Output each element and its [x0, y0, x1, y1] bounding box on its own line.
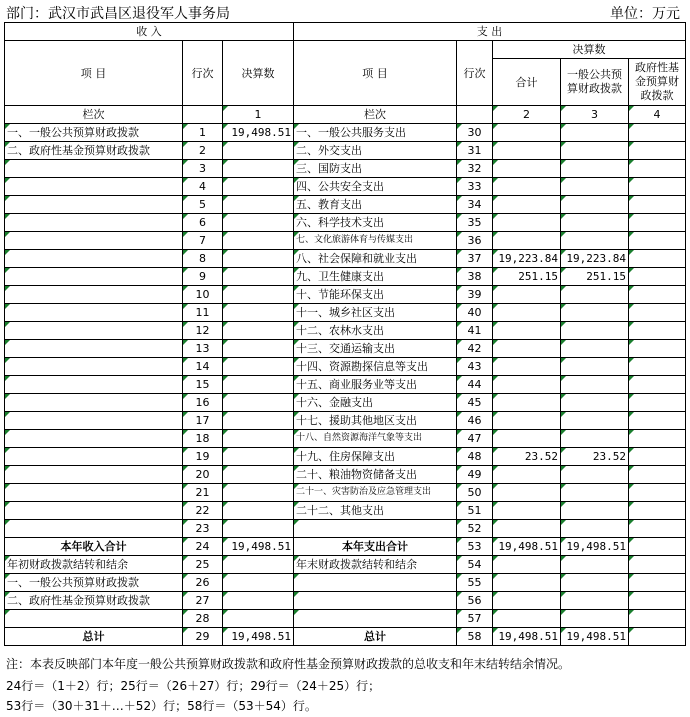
expense-total — [493, 214, 561, 232]
expense-row-no: 43 — [457, 358, 493, 376]
expense-fund — [629, 286, 686, 304]
blank-cell — [223, 610, 294, 628]
row-56: 56 — [457, 592, 493, 610]
expense-fund — [629, 196, 686, 214]
table-row — [5, 304, 686, 322]
income-item-header: 项 目 — [5, 41, 183, 106]
expense-row-no: 44 — [457, 376, 493, 394]
expense-item: 六、科学技术支出 — [294, 214, 457, 232]
income-row-no: 7 — [183, 232, 223, 250]
income-value — [223, 520, 294, 538]
expense-item: 四、公共安全支出 — [294, 178, 457, 196]
expense-row-no: 32 — [457, 160, 493, 178]
expense-item: 十四、资源勘探信息等支出 — [294, 358, 457, 376]
income-value — [223, 358, 294, 376]
col-no-3: 3 — [561, 106, 629, 124]
blank-cell — [493, 610, 561, 628]
expense-fund — [629, 214, 686, 232]
income-value — [223, 448, 294, 466]
table-row — [5, 232, 686, 250]
expense-fund — [629, 232, 686, 250]
income-value — [223, 196, 294, 214]
table-row — [5, 178, 686, 196]
expense-item: 十五、商业服务业等支出 — [294, 376, 457, 394]
table-row — [5, 142, 686, 160]
col-no-2: 2 — [493, 106, 561, 124]
note-line-2: 24行＝（1＋2）行；25行＝（26＋27）行；29行＝（24＋25）行； — [6, 679, 381, 693]
expense-fund — [629, 412, 686, 430]
expense-total — [493, 520, 561, 538]
total-col-header: 合计 — [493, 59, 561, 106]
table-row — [5, 358, 686, 376]
expense-section-header: 支 出 — [294, 23, 686, 41]
grand-total-general: 19,498.51 — [561, 628, 629, 646]
expense-general — [561, 484, 629, 502]
carry-out-row: 54 — [457, 556, 493, 574]
income-row-no: 20 — [183, 466, 223, 484]
income-value — [223, 142, 294, 160]
table-row — [5, 286, 686, 304]
blank-cell — [5, 610, 183, 628]
expense-item: 十三、交通运输支出 — [294, 340, 457, 358]
carry-general-label: 一、一般公共预算财政拨款 — [5, 574, 183, 592]
expense-fund — [629, 160, 686, 178]
income-item — [5, 160, 183, 178]
department-label: 部门：武汉市武昌区退役军人事务局 — [6, 6, 230, 22]
income-item — [5, 322, 183, 340]
income-row-no: 3 — [183, 160, 223, 178]
blank-cell — [223, 574, 294, 592]
income-row-no: 13 — [183, 340, 223, 358]
carry-out-label: 年末财政拨款结转和结余 — [294, 556, 457, 574]
income-value — [223, 304, 294, 322]
income-item — [5, 358, 183, 376]
expense-general — [561, 376, 629, 394]
expense-general — [561, 502, 629, 520]
blank-cell — [223, 556, 294, 574]
expense-general — [561, 340, 629, 358]
expense-general: 251.15 — [561, 268, 629, 286]
income-value — [223, 412, 294, 430]
table-row — [5, 376, 686, 394]
expense-fund — [629, 268, 686, 286]
blank-cell — [561, 574, 629, 592]
row-55: 55 — [457, 574, 493, 592]
expense-total — [493, 358, 561, 376]
income-row-no: 22 — [183, 502, 223, 520]
expense-item — [294, 520, 457, 538]
income-item — [5, 394, 183, 412]
expense-general — [561, 124, 629, 142]
blank-cell — [493, 574, 561, 592]
expense-total — [493, 322, 561, 340]
income-total-row: 24 — [183, 538, 223, 556]
expense-row-no: 37 — [457, 250, 493, 268]
expense-total — [493, 196, 561, 214]
expense-item: 十七、援助其他地区支出 — [294, 412, 457, 430]
income-row-no: 19 — [183, 448, 223, 466]
expense-row-no: 46 — [457, 412, 493, 430]
fund-col-header: 政府性基金预算财政拨款 — [629, 59, 686, 106]
carry-in-label: 年初财政拨款结转和结余 — [5, 556, 183, 574]
table-row — [5, 340, 686, 358]
expense-item: 十六、金融支出 — [294, 394, 457, 412]
expense-total — [493, 502, 561, 520]
income-value — [223, 322, 294, 340]
income-item — [5, 196, 183, 214]
expense-total — [493, 286, 561, 304]
income-item — [5, 466, 183, 484]
unit-label: 单位：万元 — [610, 6, 680, 22]
expense-total — [493, 394, 561, 412]
expense-total — [493, 178, 561, 196]
income-value — [223, 250, 294, 268]
income-row-no: 23 — [183, 520, 223, 538]
income-value — [223, 502, 294, 520]
note-line-3: 53行＝（30＋31＋…＋52）行；58行＝（53＋54）行。 — [6, 699, 317, 713]
income-value — [223, 286, 294, 304]
income-item — [5, 214, 183, 232]
income-value — [223, 376, 294, 394]
expense-fund — [629, 142, 686, 160]
expense-row-no: 38 — [457, 268, 493, 286]
income-item — [5, 502, 183, 520]
income-value — [223, 268, 294, 286]
expense-row-no-header: 行次 — [457, 41, 493, 106]
expense-general — [561, 232, 629, 250]
expense-row-no: 34 — [457, 196, 493, 214]
carry-in-row: 25 — [183, 556, 223, 574]
income-item — [5, 340, 183, 358]
expense-fund — [629, 430, 686, 448]
expense-total: 251.15 — [493, 268, 561, 286]
blank-cell — [294, 574, 457, 592]
table-row — [5, 124, 686, 142]
blank-cell — [493, 556, 561, 574]
general-col-header: 一般公共预算财政拨款 — [561, 59, 629, 106]
grand-total-label: 总计 — [5, 628, 183, 646]
expense-total — [493, 466, 561, 484]
table-row — [5, 412, 686, 430]
expense-total-sum: 19,498.51 — [493, 538, 561, 556]
table-row — [5, 196, 686, 214]
expense-fund — [629, 484, 686, 502]
income-row-no: 9 — [183, 268, 223, 286]
income-value — [223, 466, 294, 484]
expense-item: 九、卫生健康支出 — [294, 268, 457, 286]
expense-row-no: 35 — [457, 214, 493, 232]
expense-row-no: 30 — [457, 124, 493, 142]
expense-general — [561, 178, 629, 196]
expense-row-no: 49 — [457, 466, 493, 484]
expense-item: 十八、自然资源海洋气象等支出 — [294, 430, 457, 448]
expense-row-no: 50 — [457, 484, 493, 502]
blank-cell — [561, 610, 629, 628]
expense-row-no: 39 — [457, 286, 493, 304]
expense-item: 十九、住房保障支出 — [294, 448, 457, 466]
expense-total-row: 53 — [457, 538, 493, 556]
table-row — [5, 448, 686, 466]
grand-total-value: 19,498.51 — [223, 628, 294, 646]
blank-cell — [294, 592, 457, 610]
lanci-label-2: 栏次 — [294, 106, 457, 124]
expense-item: 十、节能环保支出 — [294, 286, 457, 304]
expense-item: 七、文化旅游体育与传媒支出 — [294, 232, 457, 250]
expense-total — [493, 142, 561, 160]
income-row-no: 2 — [183, 142, 223, 160]
expense-general: 23.52 — [561, 448, 629, 466]
expense-total — [493, 232, 561, 250]
income-item: 二、政府性基金预算财政拨款 — [5, 142, 183, 160]
expense-fund — [629, 502, 686, 520]
income-row-no: 16 — [183, 394, 223, 412]
expense-total — [493, 160, 561, 178]
income-item — [5, 250, 183, 268]
expense-total — [493, 412, 561, 430]
expense-item: 五、教育支出 — [294, 196, 457, 214]
table-row — [5, 322, 686, 340]
expense-item: 八、社会保障和就业支出 — [294, 250, 457, 268]
income-value — [223, 178, 294, 196]
expense-item: 一、一般公共服务支出 — [294, 124, 457, 142]
income-row-no: 12 — [183, 322, 223, 340]
income-total-value: 19,498.51 — [223, 538, 294, 556]
income-row-no-header: 行次 — [183, 41, 223, 106]
expense-row-no: 31 — [457, 142, 493, 160]
expense-total-general: 19,498.51 — [561, 538, 629, 556]
blank-cell — [629, 592, 686, 610]
report-header — [0, 0, 690, 22]
expense-general — [561, 286, 629, 304]
expense-total — [493, 376, 561, 394]
income-item — [5, 430, 183, 448]
table-row — [5, 466, 686, 484]
expense-item: 二十、粮油物资储备支出 — [294, 466, 457, 484]
income-row-no: 17 — [183, 412, 223, 430]
expense-fund — [629, 394, 686, 412]
income-item: 一、一般公共预算财政拨款 — [5, 124, 183, 142]
income-item — [5, 304, 183, 322]
expense-row-no: 47 — [457, 430, 493, 448]
expense-total — [493, 484, 561, 502]
expense-row-no: 36 — [457, 232, 493, 250]
grand-total-label-2: 总计 — [294, 628, 457, 646]
expense-row-no: 42 — [457, 340, 493, 358]
expense-fund — [629, 376, 686, 394]
income-item — [5, 520, 183, 538]
income-item — [5, 286, 183, 304]
income-row-no: 1 — [183, 124, 223, 142]
expense-item: 二十二、其他支出 — [294, 502, 457, 520]
expense-fund — [629, 340, 686, 358]
table-row — [5, 160, 686, 178]
expense-general — [561, 466, 629, 484]
table-row — [5, 520, 686, 538]
expense-fund — [629, 322, 686, 340]
expense-general — [561, 394, 629, 412]
row-28: 28 — [183, 610, 223, 628]
table-row — [5, 214, 686, 232]
income-row-no: 18 — [183, 430, 223, 448]
income-item — [5, 268, 183, 286]
income-total-label: 本年收入合计 — [5, 538, 183, 556]
income-value — [223, 340, 294, 358]
blank-cell — [561, 592, 629, 610]
table-row — [5, 394, 686, 412]
carry-fund-row: 27 — [183, 592, 223, 610]
expense-row-no: 45 — [457, 394, 493, 412]
income-value — [223, 430, 294, 448]
blank-cell — [457, 106, 493, 124]
income-item — [5, 232, 183, 250]
expense-total-fund — [629, 538, 686, 556]
finance-table — [4, 22, 686, 646]
expense-general — [561, 160, 629, 178]
blank-cell — [183, 106, 223, 124]
income-row-no: 5 — [183, 196, 223, 214]
income-item — [5, 412, 183, 430]
expense-total: 23.52 — [493, 448, 561, 466]
income-value: 19,498.51 — [223, 124, 294, 142]
expense-general — [561, 304, 629, 322]
expense-general — [561, 322, 629, 340]
expense-general: 19,223.84 — [561, 250, 629, 268]
income-item — [5, 376, 183, 394]
col-no-1: 1 — [223, 106, 294, 124]
table-row — [5, 430, 686, 448]
income-value — [223, 484, 294, 502]
expense-total — [493, 304, 561, 322]
income-value — [223, 214, 294, 232]
expense-row-no: 52 — [457, 520, 493, 538]
expense-final-header: 决算数 — [493, 41, 686, 59]
table-row — [5, 268, 686, 286]
expense-item: 十二、农林水支出 — [294, 322, 457, 340]
carry-fund-label: 二、政府性基金预算财政拨款 — [5, 592, 183, 610]
expense-total — [493, 430, 561, 448]
expense-total — [493, 124, 561, 142]
income-row-no: 6 — [183, 214, 223, 232]
expense-general — [561, 142, 629, 160]
expense-fund — [629, 448, 686, 466]
expense-fund — [629, 466, 686, 484]
expense-total — [493, 340, 561, 358]
income-row-no: 14 — [183, 358, 223, 376]
income-row-no: 21 — [183, 484, 223, 502]
carry-general-row: 26 — [183, 574, 223, 592]
income-row-no: 8 — [183, 250, 223, 268]
expense-general — [561, 412, 629, 430]
expense-general — [561, 520, 629, 538]
expense-fund — [629, 520, 686, 538]
expense-fund — [629, 304, 686, 322]
grand-total-row-2: 58 — [457, 628, 493, 646]
blank-cell — [629, 574, 686, 592]
blank-cell — [493, 592, 561, 610]
expense-item: 三、国防支出 — [294, 160, 457, 178]
income-value — [223, 232, 294, 250]
expense-item: 二十一、灾害防治及应急管理支出 — [294, 484, 457, 502]
expense-item: 二、外交支出 — [294, 142, 457, 160]
grand-total-fund — [629, 628, 686, 646]
income-row-no: 10 — [183, 286, 223, 304]
expense-row-no: 41 — [457, 322, 493, 340]
expense-fund — [629, 124, 686, 142]
income-row-no: 15 — [183, 376, 223, 394]
blank-cell — [223, 592, 294, 610]
expense-general — [561, 214, 629, 232]
expense-row-no: 40 — [457, 304, 493, 322]
grand-total-row: 29 — [183, 628, 223, 646]
expense-row-no: 51 — [457, 502, 493, 520]
table-row — [5, 250, 686, 268]
expense-total: 19,223.84 — [493, 250, 561, 268]
blank-cell — [629, 610, 686, 628]
expense-row-no: 48 — [457, 448, 493, 466]
income-value — [223, 394, 294, 412]
income-section-header: 收 入 — [5, 23, 294, 41]
expense-item: 十一、城乡社区支出 — [294, 304, 457, 322]
income-value — [223, 160, 294, 178]
expense-fund — [629, 250, 686, 268]
income-final-header: 决算数 — [223, 41, 294, 106]
lanci-label: 栏次 — [5, 106, 183, 124]
expense-item-header: 项 目 — [294, 41, 457, 106]
grand-total-sum: 19,498.51 — [493, 628, 561, 646]
income-item — [5, 484, 183, 502]
table-row — [5, 484, 686, 502]
expense-fund — [629, 178, 686, 196]
col-no-4: 4 — [629, 106, 686, 124]
row-57: 57 — [457, 610, 493, 628]
income-item — [5, 178, 183, 196]
expense-total-label: 本年支出合计 — [294, 538, 457, 556]
note-line-1: 注：本表反映部门本年度一般公共预算财政拨款和政府性基金预算财政拨款的总收支和年末结转结余情况。 — [6, 657, 571, 671]
blank-cell — [629, 556, 686, 574]
income-item — [5, 448, 183, 466]
income-row-no: 11 — [183, 304, 223, 322]
table-row — [5, 502, 686, 520]
blank-cell — [561, 556, 629, 574]
expense-row-no: 33 — [457, 178, 493, 196]
expense-general — [561, 430, 629, 448]
expense-general — [561, 196, 629, 214]
blank-cell — [294, 610, 457, 628]
expense-general — [561, 358, 629, 376]
expense-fund — [629, 358, 686, 376]
income-row-no: 4 — [183, 178, 223, 196]
